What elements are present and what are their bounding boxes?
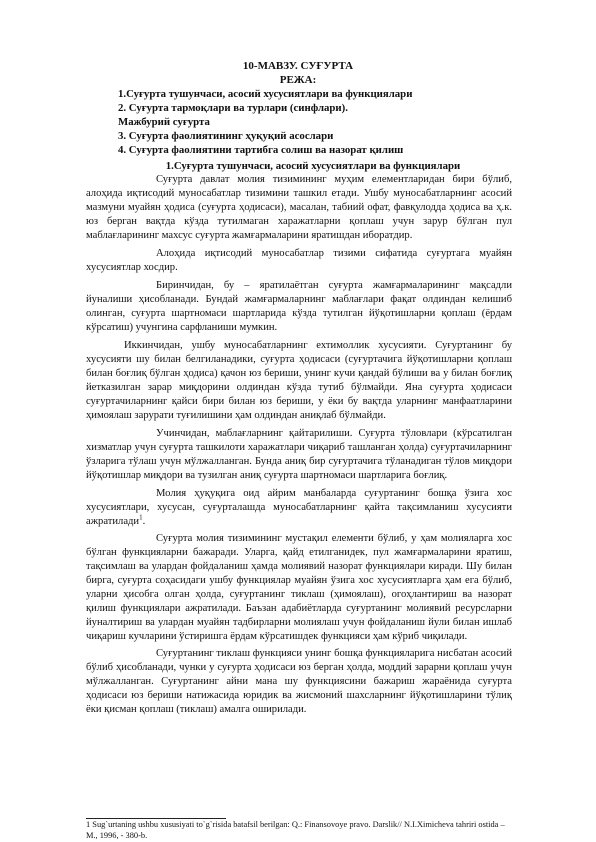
footnote	[86, 819, 512, 841]
plan-item: 4. Суғурта фаолиятини тартибга солиш ва назорат қилиш	[118, 144, 404, 156]
paragraph: Суғурта молия тизимининг мустақил елементи бўлиб, у ҳам молияларга хос бўлган функцияларни бажаради. Уларга, қайд етилганидек, пул жамғармаларини яратиш, тақсимлаш ва улардан фойдаланиш ҳамда молиявий назорат функциялари киради. Шу билан бирга, суғурта соҳасидаги ушбу функциялар муайян ўзига хос хусусиятларга ҳам ега бўлиб, уларни ҳисобга олган ҳолда, суғуртанинг тиклаш (ҳимоялаш), огоҳлантириш ва назорат қилиш функциялари ажратилади. Баъзан адабиётларда суғуртанинг молиявий ресурсларни йуналтириш ва улардан муайян тадбирларни молиялаш учун фойдаланиш йули билан ишлаб чиқариш кучларини ўстиришга ёрдам кўрсатишдек функцияси ҳам кўриб чиқилади.	[86, 533, 512, 642]
paragraph-text: Молия ҳуқуқига оид айрим манбаларда суғуртанинг бошқа ўзига хос хусусиятлари, хусусан, суғурталашда муносабатларнинг қайта тақсимланиш хусусияти ажратилади	[86, 488, 512, 527]
section-heading: 1.Суғурта тушунчаси, асосий хусусиятлари ва функциялари	[165, 160, 461, 172]
topic-title: 10-МАВЗУ. СУҒУРТА	[242, 60, 354, 72]
footnote-text: Sug`urtaning ushbu xususiyati to`g`risida batafsil berilgan: Q.: Finansovoye pravo. Darslik// N.I.Ximicheva tahriri ostida – M., 1996, - 380-b.	[86, 820, 505, 840]
plan-list	[118, 87, 538, 157]
plan-item: 3. Суғурта фаолиятининг ҳуқуқий асослари	[118, 130, 334, 142]
paragraph: Суғурта давлат молия тизимининг муҳим елементларидан бири бўлиб, алоҳида иқтисодий муносабатлар тизимини ташкил етади. Ушбу муносабатларнинг асосий мазмуни муайян ҳодиса (суғурта ҳодисаси), масалан, табиий офат, фавқулодда ҳодиса ва ҳ.к. юз берган вақтда кўзда тутилмаган харажатларни қоплаш учун зарур бўлган пул маблағларининг махсус суғурта жамғармаларини яратишдан иборатдир.	[86, 174, 512, 241]
paragraph: Суғуртанинг тиклаш функцияси унинг бошқа функцияларига нисбатан асосий бўлиб ҳисобланади, чунки у суғурта ҳодисаси юз берган ҳолда, моддий зарарни қоплаш учун мўлжалланган. Суғуртанинг айни мана шу функциясини бажариш жараёнида суғурта ҳодисаси юз бериши натижасида юридик ва жисмоний шахсларнинг йўқотишларини тўлиқ ёки қисман қоплаш (тиклаш) амалга оширилади.	[86, 648, 512, 715]
paragraph: Биринчидан, бу – яратилаётган суғурта жамғармаларининг мақсадли йуналиши ҳисобланади. Бундай жамғармаларнинг маблағлари фақат олдиндан келишиб олинган, суғурта шартномаси шартларида кўзда тутилган йўқотишларни қоплаш (ёрдам кўрсатиш) учунгина сарфланиши мумкин.	[86, 280, 512, 333]
paragraph-with-footnote: Молия ҳуқуқига оид айрим манбаларда суғуртанинг бошқа ўзига хос хусусиятлари, хусусан, суғурталашда муносабатларнинг қайта тақсимланиш хусусияти ажратилади$^1$.	[86, 488, 512, 527]
plan-item: 2. Суғурта тармоқлари ва турлари (синфлари).	[118, 102, 348, 114]
plan-item: Мажбурий суғурта	[118, 116, 210, 128]
plan-heading: РЕЖА:	[279, 74, 317, 86]
footnote-number: 1	[86, 820, 91, 829]
footnote-reference[interactable]: 1	[139, 513, 143, 522]
paragraph: Учинчидан, маблағларнинг қайтарилиши. Суғурта тўловлари (кўрсатилган хизматлар учун суғурта ташкилоти харажатлари чиқариб ташланган ҳолда) суғуртачиларнинг ўзларига тўлаш учун мўлжалланган. Бунда аниқ бир суғуртачига тўланадиган тўлов миқдори йўқотишлар миқдори ва тузилган аниқ суғурта шартномаси шартларига боғлиқ.	[86, 428, 512, 481]
body-text	[86, 173, 512, 721]
paragraph: Иккинчидан, ушбу муносабатларнинг ехтимоллик хусусияти. Суғуртанинг бу хусусияти шу билан белгиланадики, суғурта ҳодисаси (суғуртачига йўқотишларни қоплаш билан боғлиқ бўлган ҳодиса) қачон юз бериши, унинг кучи қандай бўлиши ва у билан боғлиқ йетказилган зарар миқдорини олдиндан кўзда тутиб бўлмайди. Яна суғурта ҳодисаси суғуртачиларнинг қайси бири билан юз бериши, у ёки бу вақтда уларнинг манфаатларини ҳимоялаш зарурати туғилишини ҳам олдиндан аниқлаб бўлмайди.	[86, 340, 512, 421]
plan-item: 1.Суғурта тушунчаси, асосий хусусиятлари ва функциялари	[118, 88, 413, 100]
paragraph: Алоҳида иқтисодий муносабатлар тизими сифатида суғуртага муайян хусусиятлар хосдир.	[86, 248, 512, 273]
